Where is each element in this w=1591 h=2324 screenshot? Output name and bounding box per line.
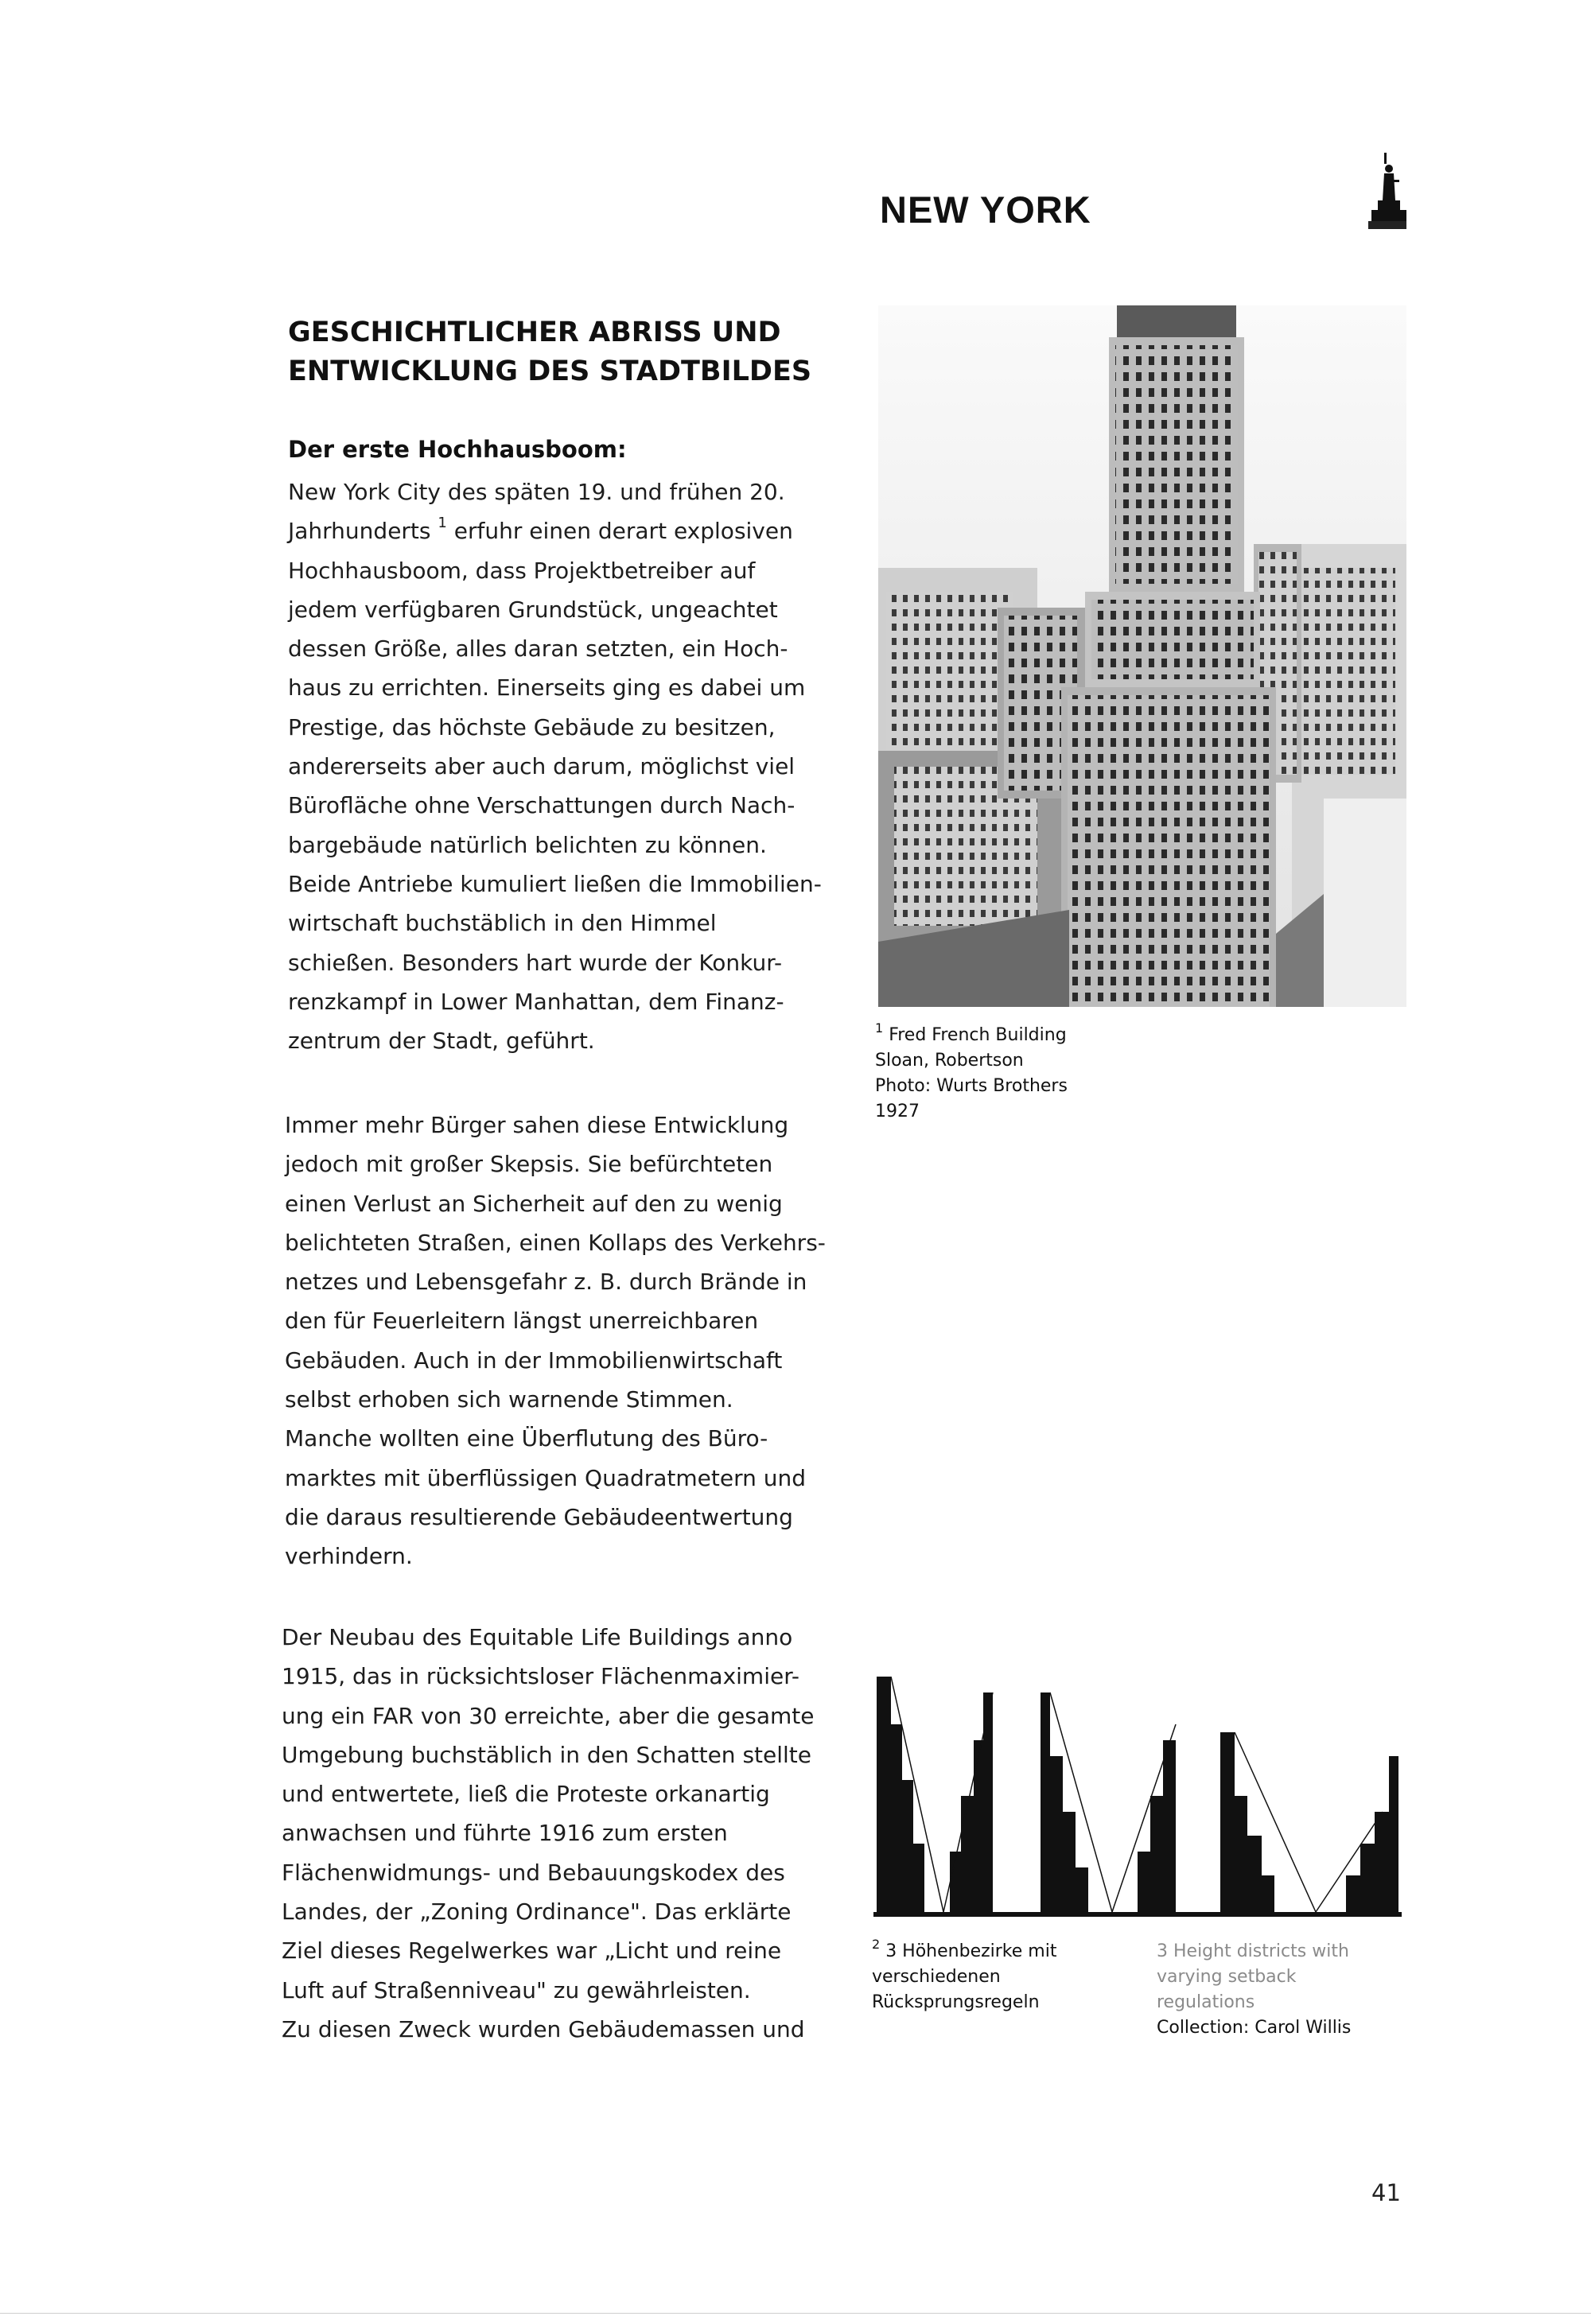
text-line: haus zu errichten. Einerseits ging es dabei um (288, 674, 806, 701)
text-line: wirtschaft buchstäblich in den Himmel (288, 910, 717, 937)
text-line: verhindern. (285, 1543, 413, 1570)
fred-french-building-photo (878, 305, 1406, 1007)
caption-line (872, 1939, 1056, 1965)
caption-line: 1927 (875, 1102, 920, 1121)
section-title-line: GESCHICHTLICHER ABRISS UND (288, 317, 781, 348)
text-line: Manche wollten eine Überflutung des Büro- (285, 1425, 768, 1452)
figure-2-caption-english (1157, 1939, 1351, 2041)
caption-line (875, 1020, 1068, 1048)
text-fragment: Jahrhunderts (288, 518, 431, 545)
text-line: Ziel dieses Regelwerkes war „Licht und reine (282, 1937, 782, 1965)
text-line: bargebäude natürlich belichten zu können. (288, 831, 767, 858)
text-line: marktes mit überflüssigen Quadratmetern und (285, 1464, 807, 1491)
text-line: selbst erhoben sich warnende Stimmen. (285, 1386, 733, 1413)
footnote-marker: 1 (438, 515, 447, 532)
text-line: Hochhausboom, dass Projektbetreiber auf (288, 557, 756, 584)
paragraph-2 (285, 1106, 826, 1576)
text-line: Gebäuden. Auch in der Immobilienwirtschaft (285, 1347, 783, 1374)
district-1-profile (877, 1677, 993, 1912)
text-line: Immer mehr Bürger sahen diese Entwicklung (285, 1112, 789, 1138)
subheading: Der erste Hochhausboom: (288, 436, 627, 463)
page-number: 41 (1371, 2179, 1401, 2206)
footnote-marker: 1 (875, 1020, 884, 1036)
text-line: und entwertete, ließ die Proteste orkanartig (282, 1781, 770, 1808)
text-line: ung ein FAR von 30 erreichte, aber die gesamte (282, 1702, 815, 1729)
caption-line: Rücksprungsregeln (872, 1992, 1040, 2012)
height-districts-diagram (873, 1677, 1402, 1925)
page-header-title: NEW YORK (880, 188, 1091, 231)
paragraph-1 (288, 472, 829, 1060)
text-line: jedoch mit großer Skepsis. Sie befürchteten (285, 1151, 773, 1178)
text-line: renzkampf in Lower Manhattan, dem Finanz- (288, 988, 784, 1015)
section-title-line: ENTWICKLUNG DES STADTBILDES (288, 356, 812, 387)
caption-text: Fred French Building (889, 1025, 1067, 1045)
district-2-profile (1041, 1692, 1176, 1912)
text-line: Der Neubau des Equitable Life Buildings anno (282, 1624, 793, 1650)
text-line: Zu diesen Zweck wurden Gebäudemassen und (282, 2015, 805, 2042)
caption-line: Sloan, Robertson (875, 1051, 1024, 1071)
text-line-with-footnote (288, 511, 829, 550)
text-line: schießen. Besonders hart wurde der Konkur- (288, 949, 783, 976)
caption-text: 3 Höhenbezirke mit (885, 1941, 1057, 1961)
figure-2-caption-german (872, 1939, 1056, 2015)
text-line: Prestige, das höchste Gebäude zu besitzen, (288, 713, 776, 740)
text-line: Landes, der „Zoning Ordinance". Das erklärte (282, 1898, 792, 1926)
text-line: zentrum der Stadt, geführt. (288, 1028, 595, 1055)
text-line: einen Verlust an Sicherheit auf den zu wenig (285, 1190, 783, 1217)
page-edge-line (0, 2313, 1591, 2314)
paragraph-3 (282, 1618, 823, 2049)
caption-credit: Collection: Carol Willis (1157, 2018, 1352, 2038)
section-title (288, 313, 861, 391)
text-line: Bürofläche ohne Verschattungen durch Nach- (288, 792, 796, 819)
text-line: anwachsen und führte 1916 zum ersten (282, 1820, 728, 1847)
district-3-profile (1220, 1732, 1398, 1912)
figure-1-caption (875, 1020, 1068, 1125)
caption-line: verschiedenen (872, 1967, 1001, 1987)
text-line: Luft auf Straßenniveau" zu gewährleisten. (282, 1976, 751, 2003)
text-line: Flächenwidmungs- und Bebauungskodex des (282, 1859, 785, 1886)
text-line: andererseits aber auch darum, möglichst viel (288, 753, 796, 780)
text-line: belichteten Straßen, einen Kollaps des Verkehrs- (285, 1229, 826, 1256)
text-line: Beide Antriebe kumuliert ließen die Immobilien- (288, 870, 822, 897)
text-line: netzes und Lebensgefahr z. B. durch Brände in (285, 1269, 807, 1296)
text-fragment: erfuhr einen derart explosiven (453, 518, 793, 545)
caption-line: 3 Height districts with (1157, 1941, 1349, 1961)
caption-line: varying setback (1157, 1967, 1297, 1987)
text-line: 1915, das in rücksichtsloser Flächenmaximier- (282, 1663, 800, 1690)
text-line: New York City des späten 19. und frühen 20. (288, 479, 785, 505)
text-line: jedem verfügbaren Grundstück, ungeachtet (288, 596, 778, 623)
caption-line: regulations (1157, 1992, 1255, 2012)
text-line: die daraus resultierende Gebäudeentwertung (285, 1503, 793, 1530)
footnote-marker: 2 (872, 1937, 881, 1952)
text-line: Umgebung buchstäblich in den Schatten stellte (282, 1741, 811, 1768)
text-line: den für Feuerleitern längst unerreichbaren (285, 1308, 759, 1335)
caption-line: Photo: Wurts Brothers (875, 1076, 1068, 1096)
text-line: dessen Größe, alles daran setzten, ein Hoch- (288, 635, 788, 663)
statue-of-liberty-icon (1368, 153, 1406, 229)
